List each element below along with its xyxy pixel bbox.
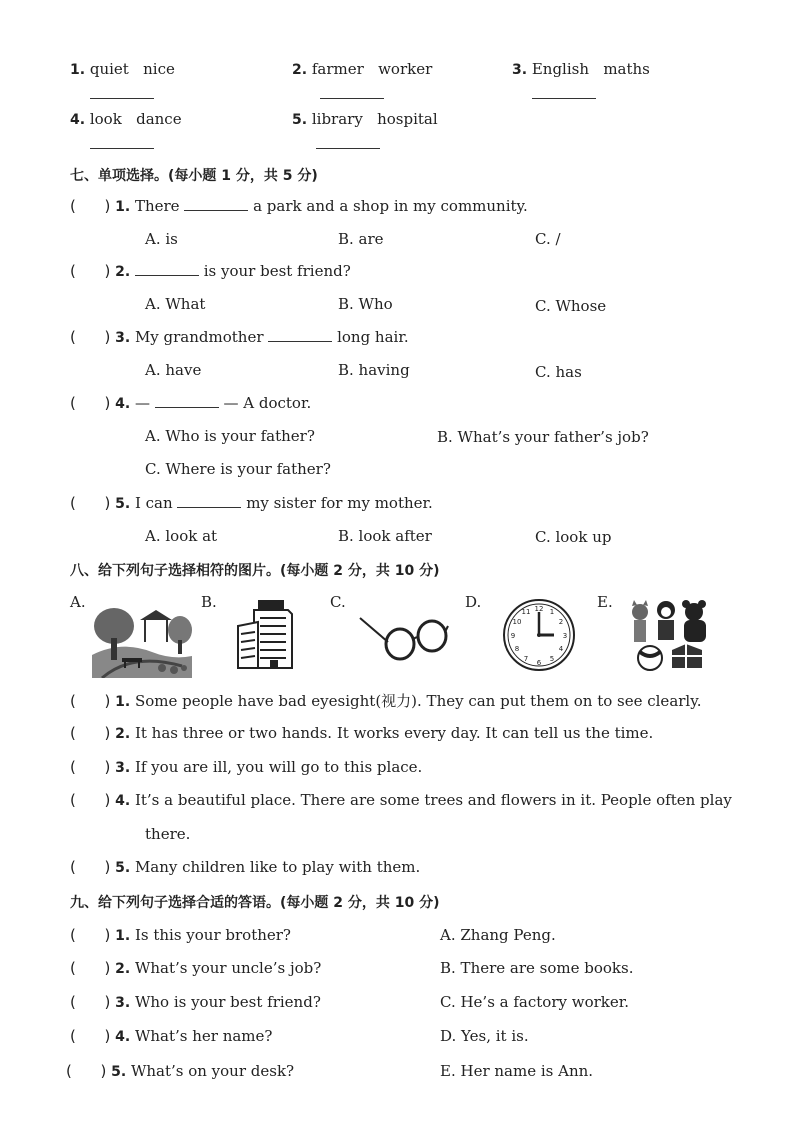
svg-text:12: 12: [534, 605, 544, 613]
answer-blank-3[interactable]: [532, 98, 596, 99]
svg-text:7: 7: [523, 655, 529, 663]
fill-blank: [184, 198, 248, 211]
answer-option-b: B. There are some books.: [440, 959, 634, 977]
mc-question-2: ( ) 2. is your best friend?: [70, 262, 351, 280]
answer-question-3: ( ) 3. Who is your best friend?: [70, 993, 321, 1011]
option-a[interactable]: A. Who is your father?: [145, 427, 315, 445]
picture-label-a: A.: [70, 593, 86, 611]
option-c[interactable]: C. /: [535, 230, 561, 248]
svg-text:8: 8: [514, 645, 520, 653]
answer-blank-5[interactable]: [316, 148, 380, 149]
answer-option-d: D. Yes, it is.: [440, 1027, 529, 1045]
option-b[interactable]: B. Who: [338, 295, 393, 313]
option-b[interactable]: B. having: [338, 361, 410, 379]
svg-text:10: 10: [512, 618, 522, 626]
svg-text:9: 9: [510, 632, 516, 640]
answer-question-2: ( ) 2. What’s your uncle’s job?: [70, 959, 322, 977]
mc-question-1: ( ) 1. There a park and a shop in my community.: [70, 197, 528, 215]
glasses-icon: [358, 612, 450, 664]
word-pair-2: 2. farmer worker: [292, 60, 433, 78]
clock-icon: [502, 598, 576, 672]
park-icon: [92, 600, 192, 678]
word-pair-1: 1. quiet nice: [70, 60, 175, 78]
picture-question-4-continued: there.: [145, 825, 191, 843]
mc-question-5: ( ) 5. I can my sister for my mother.: [70, 494, 433, 512]
word-pair-4: 4. look dance: [70, 110, 182, 128]
answer-question-5: ( ) 5. What’s on your desk?: [66, 1062, 295, 1080]
answer-option-e: E. Her name is Ann.: [440, 1062, 594, 1080]
picture-label-c: C.: [330, 593, 346, 611]
picture-label-e: E.: [597, 593, 613, 611]
answer-option-a: A. Zhang Peng.: [440, 926, 556, 944]
mc-question-4: ( ) 4. — — A doctor.: [70, 394, 312, 412]
section-title-7: 七、单项选择。(每小题 1 分，共 5 分): [70, 168, 318, 184]
svg-text:6: 6: [536, 659, 542, 667]
toys-icon: [628, 598, 716, 672]
svg-text:11: 11: [521, 608, 531, 616]
answer-question-1: ( ) 1. Is this your brother?: [70, 926, 291, 944]
svg-text:4: 4: [558, 645, 564, 653]
section-title-9: 九、给下列句子选择合适的答语。(每小题 2 分，共 10 分): [70, 895, 440, 911]
option-b[interactable]: B. are: [338, 230, 384, 248]
section-title-8: 八、给下列句子选择相符的图片。(每小题 2 分，共 10 分): [70, 563, 440, 579]
mc-question-3: ( ) 3. My grandmother long hair.: [70, 328, 409, 346]
answer-question-4: ( ) 4. What’s her name?: [70, 1027, 273, 1045]
word-pair-5: 5. library hospital: [292, 110, 438, 128]
hospital-building-icon: [236, 598, 296, 670]
answer-blank-1[interactable]: [90, 98, 154, 99]
svg-text:1: 1: [549, 608, 555, 616]
picture-question-4: ( ) 4. It’s a beautiful place. There are some trees and flowers in it. People often play: [70, 791, 732, 809]
picture-question-1: ( ) 1. Some people have bad eyesight(视力). They can put them on to see clearly.: [70, 692, 702, 710]
svg-text:5: 5: [549, 655, 555, 663]
option-a[interactable]: A. What: [145, 295, 206, 313]
option-a[interactable]: A. have: [145, 361, 202, 379]
picture-label-b: B.: [201, 593, 217, 611]
option-c[interactable]: C. Whose: [535, 297, 607, 315]
picture-question-5: ( ) 5. Many children like to play with them.: [70, 858, 421, 876]
answer-blank-4[interactable]: [90, 148, 154, 149]
picture-question-2: ( ) 2. It has three or two hands. It works every day. It can tell us the time.: [70, 724, 654, 742]
option-c[interactable]: C. look up: [535, 528, 612, 546]
option-b[interactable]: B. look after: [338, 527, 432, 545]
svg-text:3: 3: [562, 632, 568, 640]
fill-blank: [177, 495, 241, 508]
option-c[interactable]: C. has: [535, 363, 582, 381]
option-a[interactable]: A. is: [145, 230, 178, 248]
answer-option-c: C. He’s a factory worker.: [440, 993, 630, 1011]
picture-question-3: ( ) 3. If you are ill, you will go to this place.: [70, 758, 423, 776]
option-a[interactable]: A. look at: [145, 527, 218, 545]
picture-label-d: D.: [465, 593, 482, 611]
fill-blank: [155, 395, 219, 408]
fill-blank: [135, 263, 199, 276]
fill-blank: [268, 329, 332, 342]
answer-blank-2[interactable]: [320, 98, 384, 99]
option-b[interactable]: B. What’s your father’s job?: [437, 428, 649, 446]
svg-text:2: 2: [558, 618, 564, 626]
option-c[interactable]: C. Where is your father?: [145, 460, 331, 478]
word-pair-3: 3. English maths: [512, 60, 650, 78]
